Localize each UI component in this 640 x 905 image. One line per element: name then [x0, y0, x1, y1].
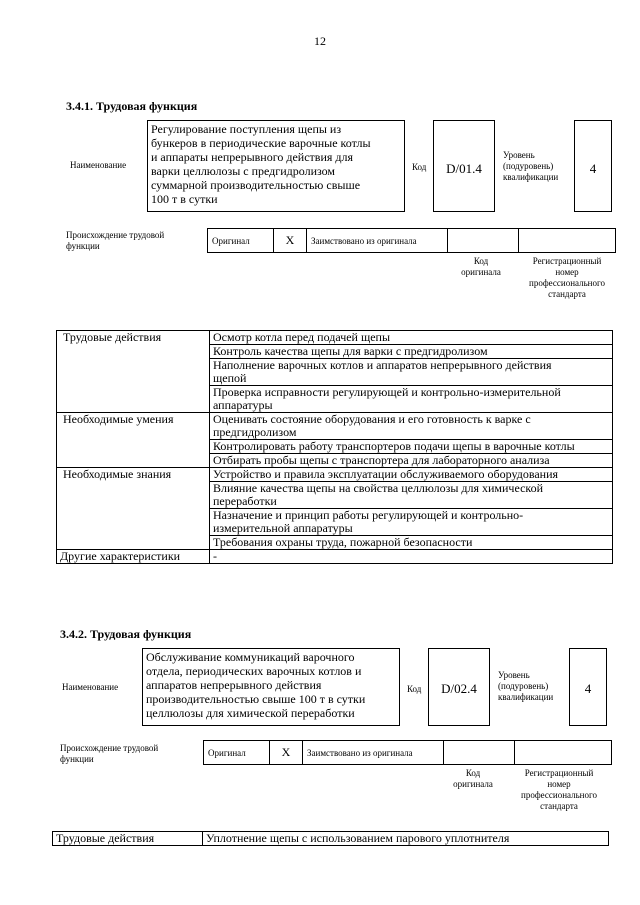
caption-line: оригинала [461, 267, 501, 277]
item-cell [210, 454, 613, 468]
code-label-341: Код [412, 162, 427, 172]
item-line: Осмотр котла перед подачей щепы [213, 330, 391, 344]
item-cell [210, 413, 613, 440]
item-cell [210, 386, 613, 413]
original-label: Оригинал [208, 229, 274, 253]
level-label-line: квалификации [503, 172, 559, 182]
caption-line: Регистрационный [532, 256, 602, 266]
item-line: щепой [213, 371, 247, 385]
item-cell [210, 468, 613, 482]
item-cell [210, 482, 613, 509]
level-label-line: (подуровень) [498, 681, 549, 691]
table-row [57, 413, 613, 440]
code-original-caption-342 [437, 768, 509, 790]
function-name-line: и аппараты непрерывного действия для [151, 150, 353, 164]
item-line: - [213, 549, 217, 563]
item-cell [210, 509, 613, 536]
table-row [57, 468, 613, 482]
category-cell: Необходимые умения [57, 413, 210, 468]
category-cell: Трудовые действия [57, 331, 210, 413]
caption-line: профессионального [529, 278, 605, 288]
item-cell [210, 345, 613, 359]
section-title-342: 3.4.2. Трудовая функция [60, 627, 192, 641]
function-name-line: отдела, периодических варочных котлов и [146, 664, 362, 678]
original-mark: X [270, 741, 303, 765]
level-label-line: Уровень [498, 670, 530, 680]
item-cell [210, 536, 613, 550]
function-name-line: целлюлозы для химической переработки [146, 706, 355, 720]
item-line: аппаратуры [213, 398, 273, 412]
item-line: Устройство и правила эксплуатации обслуживаемого оборудования [213, 467, 559, 481]
item-line: Влияние качества щепы на свойства целлюлозы для химической [213, 481, 544, 495]
item-cell [210, 359, 613, 386]
category-cell: Трудовые действия [53, 832, 203, 846]
function-name-line: варки целлюлозы с предгидролизом [151, 164, 336, 178]
original-label: Оригинал [204, 741, 270, 765]
caption-line: Код [465, 768, 481, 778]
code-value-341: D/01.4 [433, 120, 495, 212]
item-line: Уплотнение щепы с использованием парового уплотнителя [206, 831, 510, 845]
function-name-line: 100 т в сутки [151, 192, 218, 206]
level-label-line: (подуровень) [503, 161, 554, 171]
origin-table-341 [207, 228, 616, 253]
level-label-342 [498, 670, 568, 703]
function-name-box-342 [142, 648, 400, 726]
item-line: предгидролизом [213, 425, 297, 439]
reg-number-cell [519, 229, 616, 253]
code-value-342: D/02.4 [428, 648, 490, 726]
item-line: Контролировать работу транспортеров подачи щепы в варочные котлы [213, 439, 575, 453]
caption-line: стандарта [548, 289, 586, 299]
function-name-line: бункеров в периодические варочные котлы [151, 136, 371, 150]
item-line: Контроль качества щепы для варки с предгидролизом [213, 344, 488, 358]
category-cell: Другие характеристики [57, 550, 210, 564]
caption-line: Код [473, 256, 489, 266]
reg-number-cell [515, 741, 612, 765]
origin-label-line: Происхождение трудовой [60, 743, 159, 753]
item-line: Требования охраны труда, пожарной безопасности [213, 535, 473, 549]
origin-label-line: Происхождение трудовой [66, 230, 165, 240]
table-row [53, 832, 609, 846]
name-label-341: Наименование [70, 160, 127, 170]
item-line: переработки [213, 494, 277, 508]
caption-line: оригинала [453, 779, 493, 789]
origin-label-line: функции [60, 754, 94, 764]
labor-actions-table-342 [52, 831, 609, 846]
item-cell [210, 440, 613, 454]
item-line: Оценивать состояние оборудования и его готовность к варке с [213, 412, 531, 426]
name-label-342: Наименование [62, 682, 119, 692]
table-row [57, 550, 613, 564]
labor-actions-table-341 [56, 330, 613, 564]
function-name-line: производительностью свыше 100 т в сутки [146, 692, 366, 706]
item-line: Проверка исправности регулирующей и контрольно-измерительной [213, 385, 561, 399]
reg-number-caption-342 [508, 768, 610, 812]
function-name-line: Обслуживание коммуникаций варочного [146, 650, 355, 664]
item-cell [210, 550, 613, 564]
item-cell [203, 832, 609, 846]
level-label-341 [503, 150, 573, 183]
page-number: 12 [314, 34, 326, 48]
level-label-line: Уровень [503, 150, 535, 160]
level-value-342: 4 [569, 648, 607, 726]
reg-number-caption-341 [516, 256, 618, 300]
item-cell [210, 331, 613, 345]
item-line: Отбирать пробы щепы с транспортера для лабораторного анализа [213, 453, 550, 467]
caption-line: стандарта [540, 801, 578, 811]
origin-label-342 [60, 743, 158, 765]
borrowed-label: Заимствовано из оригинала [303, 741, 444, 765]
item-line: Назначение и принцип работы регулирующей и контрольно- [213, 508, 524, 522]
item-line: измерительной аппаратуры [213, 521, 353, 535]
function-name-line: суммарной производительностью свыше [151, 178, 361, 192]
level-value-341: 4 [574, 120, 612, 212]
table-row [57, 331, 613, 345]
function-name-line: аппаратов непрерывного действия [146, 678, 322, 692]
code-original-caption-341 [445, 256, 517, 278]
origin-label-line: функции [66, 241, 100, 251]
caption-line: номер [547, 779, 571, 789]
code-original-cell [444, 741, 515, 765]
item-line: Наполнение варочных котлов и аппаратов непрерывного действия [213, 358, 552, 372]
category-cell: Необходимые знания [57, 468, 210, 550]
level-label-line: квалификации [498, 692, 554, 702]
caption-line: номер [555, 267, 579, 277]
code-label-342: Код [407, 684, 422, 694]
code-original-cell [448, 229, 519, 253]
origin-label-341 [66, 230, 164, 252]
caption-line: Регистрационный [524, 768, 594, 778]
borrowed-label: Заимствовано из оригинала [307, 229, 448, 253]
original-mark: X [274, 229, 307, 253]
function-name-box-341 [147, 120, 405, 212]
caption-line: профессионального [521, 790, 597, 800]
origin-table-342 [203, 740, 612, 765]
section-title-341: 3.4.1. Трудовая функция [66, 99, 198, 113]
function-name-line: Регулирование поступления щепы из [151, 122, 342, 136]
